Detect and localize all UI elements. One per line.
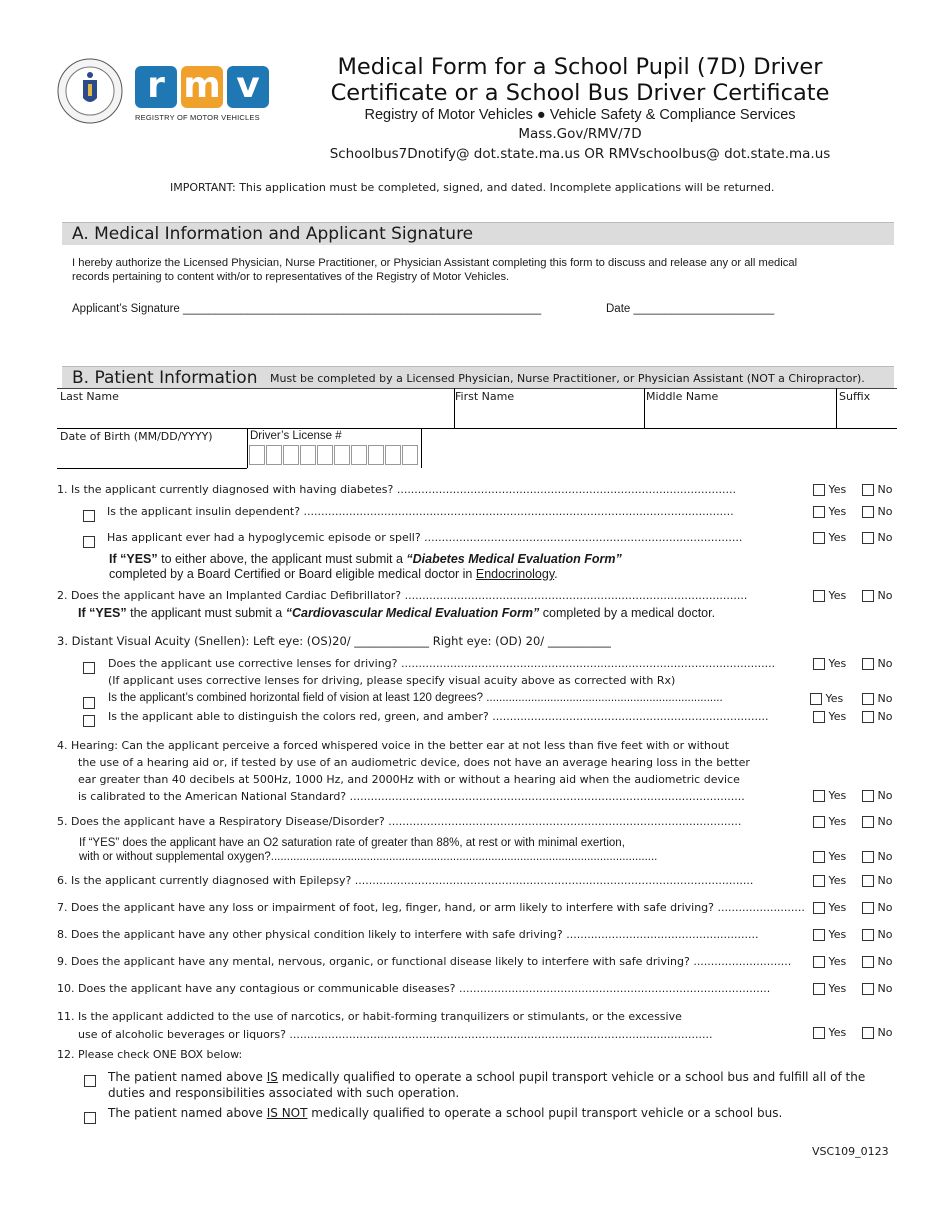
q3a-no[interactable] xyxy=(862,657,892,670)
first-name-field[interactable]: First Name xyxy=(455,390,515,403)
question-1: 1. Is the applicant currently diagnosed with having diabetes? ................................................................................................. xyxy=(57,483,736,496)
yes-label: Yes xyxy=(828,955,847,968)
no-label: No xyxy=(877,901,893,914)
q4-no[interactable] xyxy=(862,789,892,802)
q2-yes[interactable] xyxy=(813,589,846,602)
yes-label: Yes xyxy=(828,874,847,887)
no-label: No xyxy=(877,589,893,602)
q1b-yes[interactable] xyxy=(813,531,846,544)
not-qualified-statement xyxy=(108,1106,782,1120)
qualified-checkbox[interactable] xyxy=(84,1070,96,1089)
question-6: 6. Is the applicant currently diagnosed with Epilepsy? .................................................................................................................. xyxy=(57,874,754,887)
q4-line: the use of a hearing aid or, if tested by use of an audiometric device, does not have an average hearing loss in the better xyxy=(78,756,750,769)
q6-no[interactable] xyxy=(862,874,892,887)
checkbox[interactable] xyxy=(862,484,874,496)
agency-line: Registry of Motor Vehicles ● Vehicle Safety & Compliance Services xyxy=(364,107,796,123)
q7-yes[interactable] xyxy=(813,901,846,914)
logo-caption: REGISTRY OF MOTOR VEHICLES xyxy=(135,113,260,122)
yes-label: Yes xyxy=(828,505,847,518)
yes-label: Yes xyxy=(828,850,847,863)
yes-label: Yes xyxy=(828,589,847,602)
question-2: 2. Does the applicant have an Implanted Cardiac Defibrillator? .................................................................................................. xyxy=(57,589,748,602)
q11-no[interactable] xyxy=(862,1026,892,1039)
question-3: 3. Distant Visual Acuity (Snellen): Left eye: (OS)20/ _____________ Right eye: (OD) 20/ ___________ xyxy=(57,634,612,648)
note-text: completed by a medical doctor. xyxy=(539,606,716,620)
yes-label: Yes xyxy=(828,1026,847,1039)
email-line: Schoolbus7Dnotify@ dot.state.ma.us OR RMVschoolbus@ dot.state.ma.us xyxy=(329,146,831,162)
question-1b: Has applicant ever had a hypoglycemic episode or spell? ........................................................................................... xyxy=(107,531,743,544)
statement-text: The patient named above xyxy=(108,1070,267,1084)
no-label: No xyxy=(877,505,893,518)
q5b-no[interactable] xyxy=(862,850,892,863)
yes-label: Yes xyxy=(828,928,847,941)
title-line-2: Certificate or a School Bus Driver Certificate xyxy=(330,80,830,106)
q10-yes[interactable] xyxy=(813,982,846,995)
rmv-logo-r: r xyxy=(135,66,177,108)
checkbox[interactable] xyxy=(813,484,825,496)
no-label: No xyxy=(877,1026,893,1039)
q8-yes[interactable] xyxy=(813,928,846,941)
section-b-header xyxy=(62,366,894,389)
question-10: 10. Does the applicant have any contagious or communicable diseases? ......................................................................................... xyxy=(57,982,771,995)
section-a-title: A. Medical Information and Applicant Signature xyxy=(72,224,474,244)
title-line-1: Medical Form for a School Pupil (7D) Driver xyxy=(337,54,823,80)
rmv-logo-v: v xyxy=(227,66,269,108)
q3a-yes[interactable] xyxy=(813,657,846,670)
section-b-title: B. Patient Information xyxy=(72,368,258,388)
yes-label: Yes xyxy=(828,657,847,670)
q3a-checkbox[interactable] xyxy=(83,657,95,676)
middle-name-field[interactable]: Middle Name xyxy=(646,390,719,403)
q3c-yes[interactable] xyxy=(813,710,846,723)
q5-followup xyxy=(79,836,657,864)
yes-label: Yes xyxy=(825,692,844,705)
is-not-text: IS NOT xyxy=(266,1106,308,1120)
q3c-checkbox[interactable] xyxy=(83,710,95,729)
statement-text: duties and responsibilities associated with such operation. xyxy=(108,1086,460,1100)
no-label: No xyxy=(877,928,893,941)
diabetes-note xyxy=(109,552,622,582)
q5-yes[interactable] xyxy=(813,815,846,828)
endocrinology-text: Endocrinology xyxy=(475,567,555,581)
rmv-logo-m: m xyxy=(181,66,223,108)
q11-line: 11. Is the applicant addicted to the use of narcotics, or habit-forming tranquilizers or stimulants, or the excessive xyxy=(57,1010,682,1023)
q1a-checkbox[interactable] xyxy=(83,505,95,524)
q1-no[interactable] xyxy=(862,483,892,496)
website-line: Mass.Gov/RMV/7D xyxy=(518,126,642,142)
section-a-header xyxy=(62,222,894,245)
form-title xyxy=(300,54,860,106)
patient-info-grid xyxy=(57,388,897,468)
note-text: completed by a Board Certified or Board eligible medical doctor in xyxy=(109,567,476,581)
question-8: 8. Does the applicant have any other physical condition likely to interfere with safe driving? ....................................................... xyxy=(57,928,759,941)
q9-yes[interactable] xyxy=(813,955,846,968)
statement-text: The patient named above xyxy=(108,1106,267,1120)
yes-label: Yes xyxy=(828,531,847,544)
signature-field[interactable]: Applicant’s Signature ________________________________________________________ xyxy=(72,303,542,315)
rmv-logo xyxy=(135,66,270,124)
q5b-yes[interactable] xyxy=(813,850,846,863)
important-notice: IMPORTANT: This application must be completed, signed, and dated. Incomplete applications will be returned. xyxy=(170,181,775,194)
no-label: No xyxy=(877,692,893,705)
authorization-text xyxy=(72,256,892,284)
no-label: No xyxy=(877,982,893,995)
statement-text: medically qualified to operate a school pupil transport vehicle or a school bus. xyxy=(307,1106,783,1120)
license-label: Driver’s License # xyxy=(250,430,342,442)
form-code: VSC109_0123 xyxy=(812,1145,889,1158)
q3b-no[interactable] xyxy=(862,692,892,705)
q1a-yes[interactable] xyxy=(813,505,846,518)
note-bold: If “YES” xyxy=(78,606,127,620)
license-number-boxes[interactable] xyxy=(249,445,419,469)
q5-line: If “YES” does the applicant have an O2 saturation rate of greater than 88%, at rest or with minimal exertion, xyxy=(79,837,625,849)
section-b-subtitle: Must be completed by a Licensed Physician, Nurse Practitioner, or Physician Assistant (NOT a Chiropractor). xyxy=(270,372,865,385)
q4-yes[interactable] xyxy=(813,789,846,802)
no-label: No xyxy=(877,955,893,968)
q4-line: 4. Hearing: Can the applicant perceive a forced whispered voice in the better ear at not less than five feet with or without xyxy=(57,739,730,752)
massachusetts-seal-icon xyxy=(57,58,123,124)
yes-label: Yes xyxy=(828,483,847,496)
last-name-field[interactable]: Last Name xyxy=(60,390,119,403)
note-text: the applicant must submit a xyxy=(126,606,286,620)
date-field[interactable]: Date ______________________ xyxy=(606,303,775,315)
note-bold: If “YES” xyxy=(109,552,158,566)
question-9: 9. Does the applicant have any mental, nervous, organic, or functional disease likely to interfere with safe driving? ............................ xyxy=(57,955,792,968)
statement-text: medically qualified to operate a school pupil transport vehicle or a school bus and fulfill all of the xyxy=(277,1070,866,1084)
q4-line: is calibrated to the American National Standard? ................................................................................................................. xyxy=(78,790,745,803)
q10-no[interactable] xyxy=(862,982,892,995)
question-1a: Is the applicant insulin dependent? ........................................................................................................................... xyxy=(107,505,734,518)
no-label: No xyxy=(877,710,893,723)
q3c-no[interactable] xyxy=(862,710,892,723)
no-label: No xyxy=(877,789,893,802)
cardio-note xyxy=(78,606,715,620)
q1b-checkbox[interactable] xyxy=(83,531,95,550)
no-label: No xyxy=(877,657,893,670)
qualified-statement xyxy=(108,1069,865,1101)
question-3b: Is the applicant’s combined horizontal field of vision at least 120 degrees? .......................................................................... xyxy=(108,692,723,704)
q5-no[interactable] xyxy=(862,815,892,828)
question-11 xyxy=(57,1008,713,1044)
no-label: No xyxy=(877,850,893,863)
q2-no[interactable] xyxy=(862,589,892,602)
q11-line: use of alcoholic beverages or liquors? ......................................................................................................................... xyxy=(78,1028,713,1041)
is-text: IS xyxy=(266,1070,278,1084)
yes-label: Yes xyxy=(828,901,847,914)
q11-yes[interactable] xyxy=(813,1026,846,1039)
q4-line: ear greater than 40 decibels at 500Hz, 1000 Hz, and 2000Hz with or without a hearing aid when the audiometric device xyxy=(78,773,740,786)
question-7: 7. Does the applicant have any loss or impairment of foot, leg, finger, hand, or arm likely to interfere with safe driving? ......................... xyxy=(57,901,805,914)
question-12: 12. Please check ONE BOX below: xyxy=(57,1048,243,1061)
q8-no[interactable] xyxy=(862,928,892,941)
question-5: 5. Does the applicant have a Respiratory Disease/Disorder? ..................................................................................................... xyxy=(57,815,742,828)
no-label: No xyxy=(877,815,893,828)
note-text: . xyxy=(554,567,558,581)
no-label: No xyxy=(877,531,893,544)
question-4 xyxy=(57,737,750,805)
q5-line: with or without supplemental oxygen?......................................................................................................................... xyxy=(79,851,658,863)
not-qualified-checkbox[interactable] xyxy=(84,1107,96,1126)
authorization-line-2: records pertaining to content with/or to representatives of the Registry of Motor Vehicles. xyxy=(72,271,510,283)
q3b-yes[interactable] xyxy=(810,692,843,705)
no-label: No xyxy=(877,483,893,496)
dob-field[interactable]: Date of Birth (MM/DD/YYYY) xyxy=(60,430,213,443)
yes-label: Yes xyxy=(828,710,847,723)
yes-label: Yes xyxy=(828,789,847,802)
yes-label: Yes xyxy=(828,982,847,995)
q6-yes[interactable] xyxy=(813,874,846,887)
q3a-note: (If applicant uses corrective lenses for driving, please specify visual acuity above as corrected with Rx) xyxy=(108,674,676,687)
diabetes-form-name: “Diabetes Medical Evaluation Form” xyxy=(406,552,622,566)
note-text: to either above, the applicant must submit a xyxy=(157,552,407,566)
no-label: No xyxy=(877,874,893,887)
yes-label: Yes xyxy=(828,815,847,828)
authorization-line-1: I hereby authorize the Licensed Physician, Nurse Practitioner, or Physician Assistant completing this form to discuss and release any or all medical xyxy=(72,257,798,269)
q9-no[interactable] xyxy=(862,955,892,968)
q1-yes[interactable] xyxy=(813,483,846,496)
suffix-field[interactable]: Suffix xyxy=(839,390,871,403)
q7-no[interactable] xyxy=(862,901,892,914)
cardio-form-name: “Cardiovascular Medical Evaluation Form” xyxy=(285,606,540,620)
q3b-checkbox[interactable] xyxy=(83,692,95,711)
q1a-no[interactable] xyxy=(862,505,892,518)
question-3a: Does the applicant use corrective lenses for driving? ........................................................................................................... xyxy=(108,657,776,670)
question-3c: Is the applicant able to distinguish the colors red, green, and amber? ............................................................................... xyxy=(108,710,769,723)
q1b-no[interactable] xyxy=(862,531,892,544)
